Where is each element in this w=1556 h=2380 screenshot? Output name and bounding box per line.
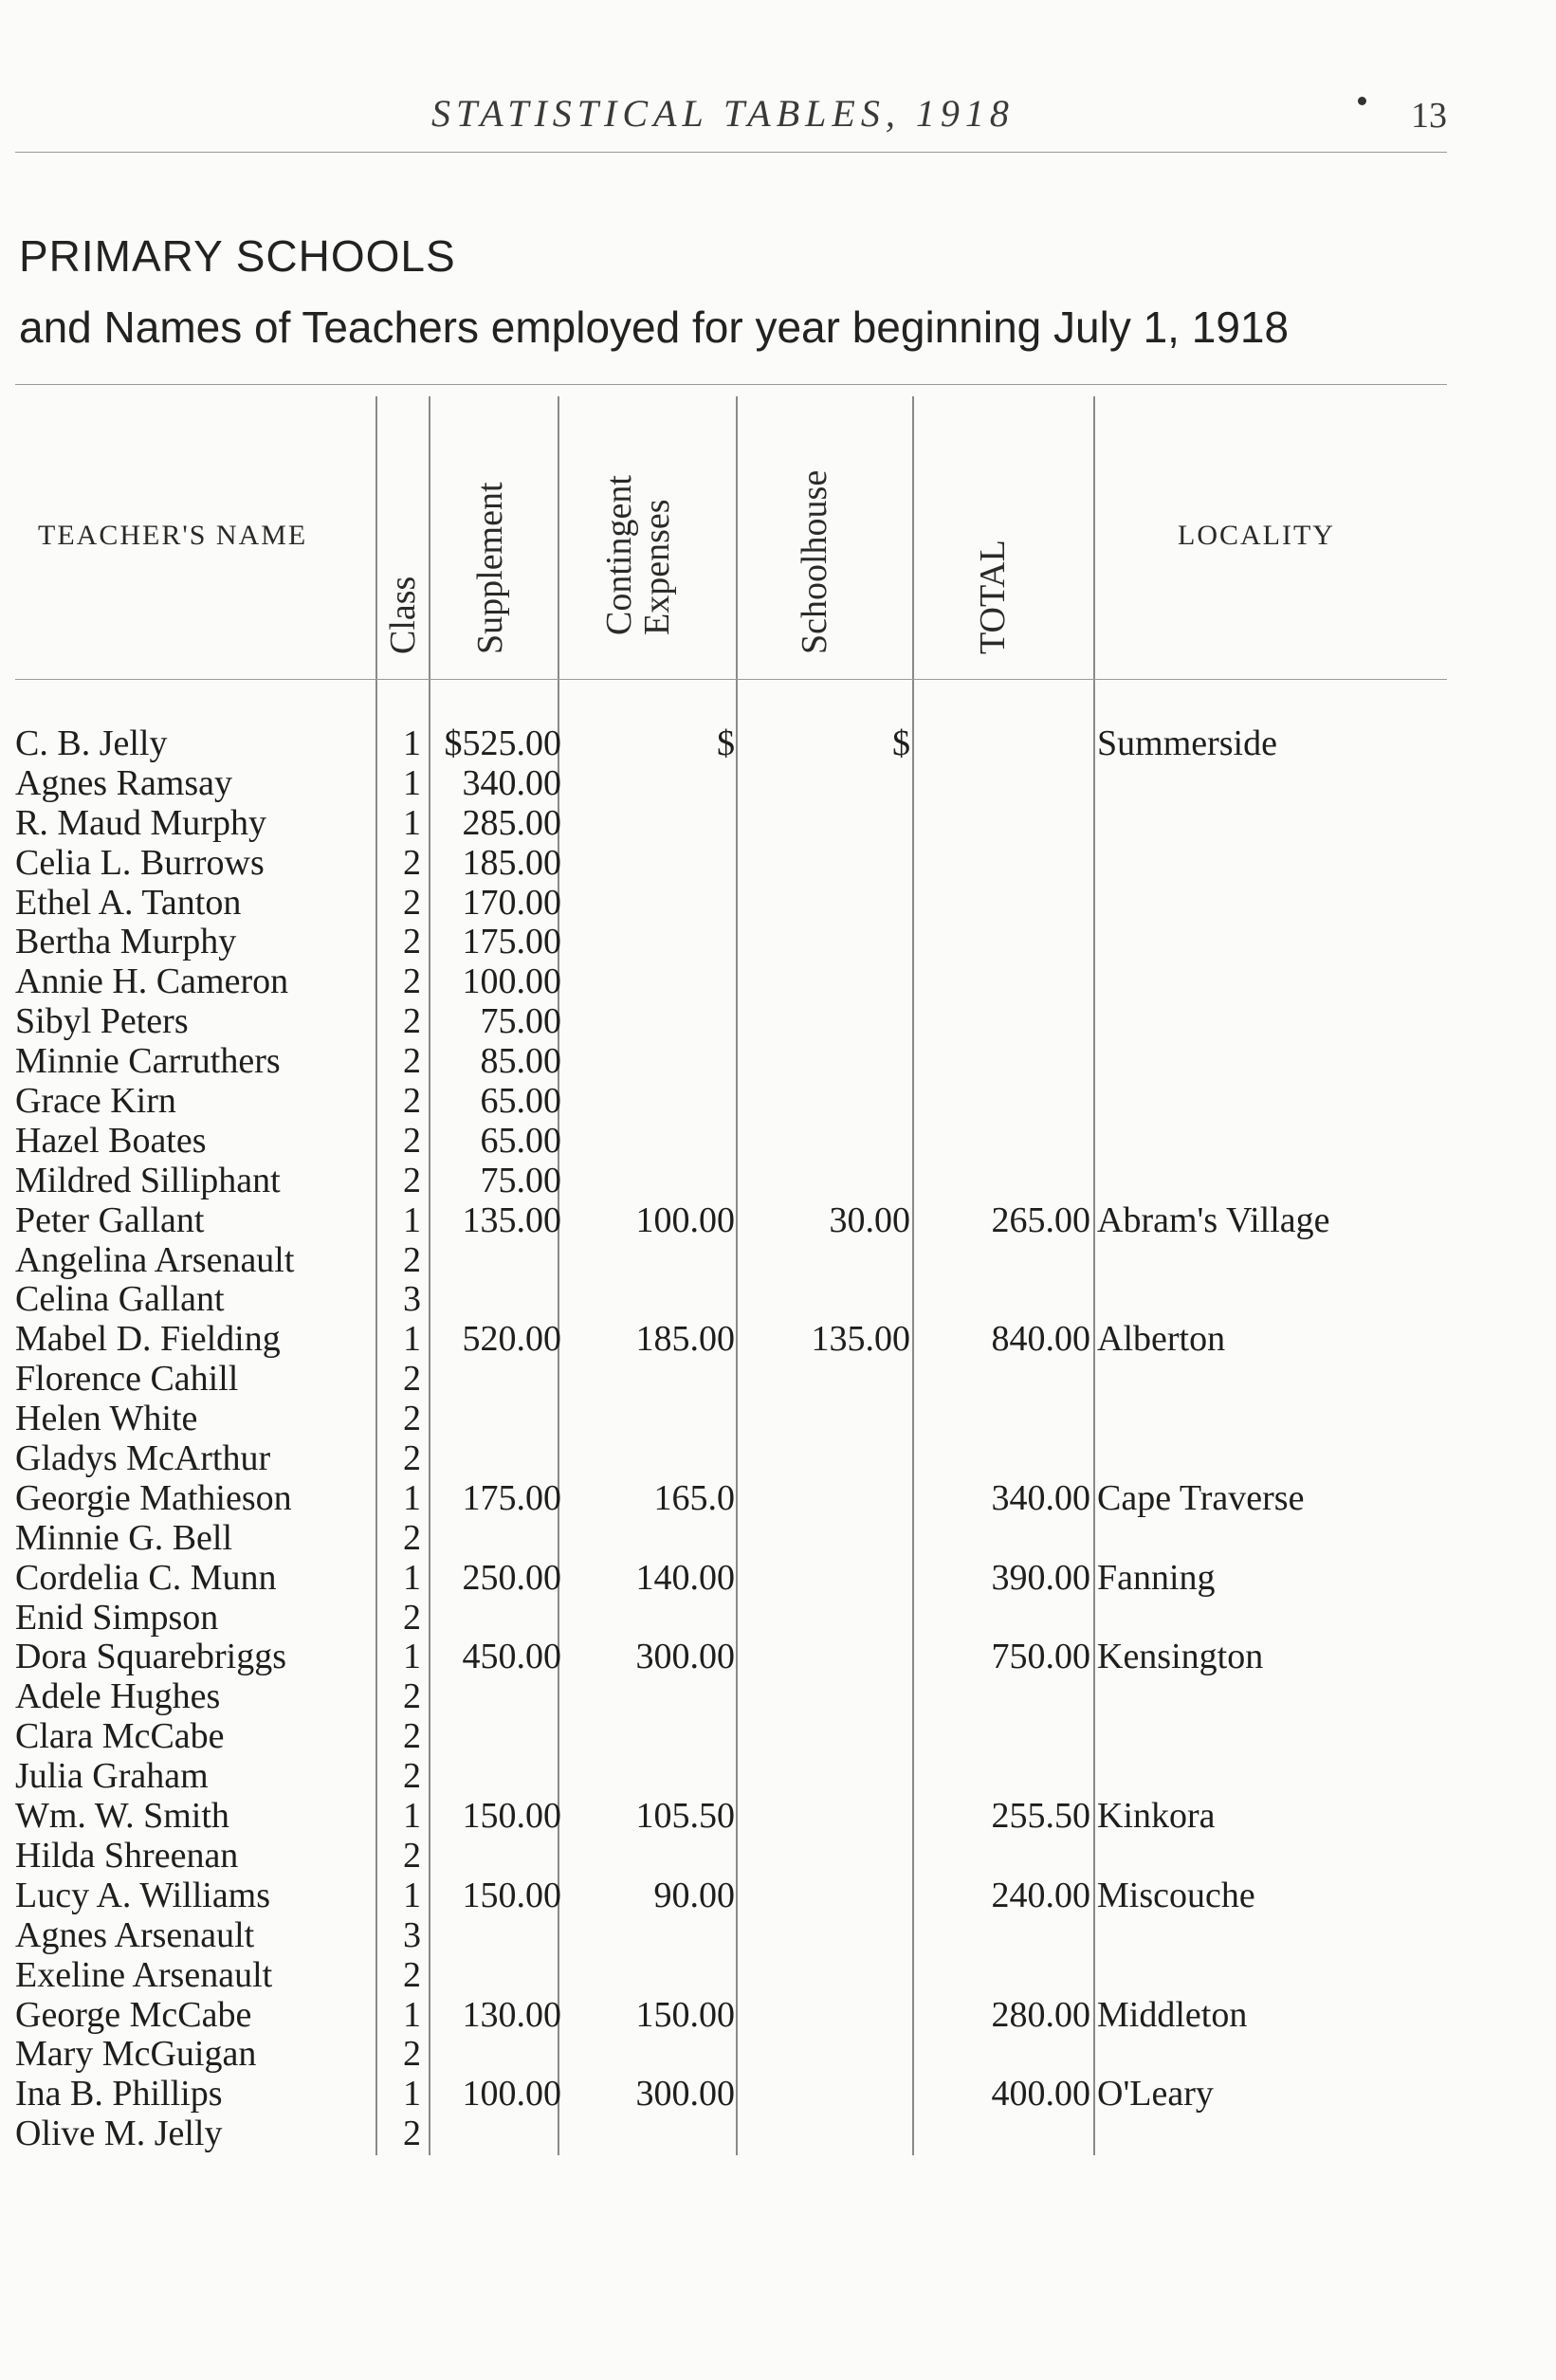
teacher-name: Agnes Ramsay bbox=[15, 762, 233, 803]
table-row bbox=[0, 1437, 1556, 1477]
locality-value: Abram's Village bbox=[1097, 1199, 1330, 1240]
total-value: 840.00 bbox=[991, 1319, 1090, 1360]
teacher-name: Mary McGuigan bbox=[15, 2034, 257, 2075]
class-value: 2 bbox=[403, 842, 421, 883]
contingent-expenses-value: 300.00 bbox=[635, 1637, 735, 1677]
teacher-name: Helen White bbox=[15, 1399, 198, 1439]
total-value: 265.00 bbox=[991, 1199, 1090, 1240]
table-row bbox=[0, 882, 1556, 922]
schoolhouse-value: $ bbox=[892, 723, 910, 763]
col-header-class: Class bbox=[383, 576, 423, 654]
supplement-value: 85.00 bbox=[480, 1041, 561, 1082]
table-row bbox=[0, 1278, 1556, 1318]
class-value: 2 bbox=[403, 1081, 421, 1122]
table-row bbox=[0, 762, 1556, 802]
supplement-value: 250.00 bbox=[462, 1557, 561, 1598]
locality-value: Middleton bbox=[1097, 1994, 1248, 2035]
class-value: 2 bbox=[403, 1676, 421, 1717]
class-value: 1 bbox=[403, 1875, 421, 1915]
table-row bbox=[0, 1636, 1556, 1675]
teacher-name: Clara McCabe bbox=[15, 1716, 225, 1757]
teacher-name: Cordelia C. Munn bbox=[15, 1557, 277, 1598]
teacher-name: Mabel D. Fielding bbox=[15, 1319, 281, 1360]
teacher-name: Georgie Mathieson bbox=[15, 1477, 292, 1518]
teacher-name: Sibyl Peters bbox=[15, 1001, 189, 1042]
class-value: 2 bbox=[403, 1954, 421, 1995]
class-value: 2 bbox=[403, 1120, 421, 1161]
col-header-supplement: Supplement bbox=[470, 482, 510, 654]
teacher-name: Hilda Shreenan bbox=[15, 1835, 239, 1876]
contingent-expenses-value: 150.00 bbox=[635, 1994, 735, 2035]
locality-value: Fanning bbox=[1097, 1557, 1216, 1598]
supplement-value: 185.00 bbox=[462, 842, 561, 883]
class-value: 1 bbox=[403, 1557, 421, 1598]
schoolhouse-value: 30.00 bbox=[829, 1199, 910, 1240]
total-value: 240.00 bbox=[991, 1875, 1090, 1915]
supplement-value: 130.00 bbox=[462, 1994, 561, 2035]
class-value: 2 bbox=[403, 961, 421, 1002]
class-value: 1 bbox=[403, 1477, 421, 1518]
class-value: 1 bbox=[403, 1994, 421, 2035]
contingent-expenses-value: 90.00 bbox=[653, 1875, 735, 1915]
total-value: 340.00 bbox=[991, 1477, 1090, 1518]
teacher-name: Gladys McArthur bbox=[15, 1438, 271, 1479]
class-value: 2 bbox=[403, 1399, 421, 1439]
class-value: 2 bbox=[403, 1001, 421, 1042]
table-row bbox=[0, 1517, 1556, 1557]
table-row bbox=[0, 1477, 1556, 1517]
teacher-name: Exeline Arsenault bbox=[15, 1954, 273, 1995]
teacher-name: Enid Simpson bbox=[15, 1597, 219, 1638]
class-value: 2 bbox=[403, 1438, 421, 1479]
teacher-name: Agnes Arsenault bbox=[15, 1914, 255, 1955]
total-value: 390.00 bbox=[991, 1557, 1090, 1598]
ink-dot bbox=[1358, 97, 1366, 105]
locality-value: O'Leary bbox=[1097, 2074, 1214, 2115]
table-row bbox=[0, 1398, 1556, 1437]
locality-value: Kinkora bbox=[1097, 1796, 1216, 1837]
contingent-expenses-value: 165.0 bbox=[653, 1477, 735, 1518]
teacher-name: Mildred Silliphant bbox=[15, 1160, 281, 1200]
class-value: 1 bbox=[403, 802, 421, 843]
col-header-teachers-name: TEACHER'S NAME bbox=[38, 520, 308, 551]
supplement-value: 135.00 bbox=[462, 1199, 561, 1240]
table-row bbox=[0, 2033, 1556, 2073]
supplement-value: 450.00 bbox=[462, 1637, 561, 1677]
table-row bbox=[0, 1675, 1556, 1715]
col-header-locality: LOCALITY bbox=[1178, 520, 1335, 551]
class-value: 1 bbox=[403, 1637, 421, 1677]
table-row bbox=[0, 1000, 1556, 1040]
teacher-name: Angelina Arsenault bbox=[15, 1239, 295, 1280]
running-head bbox=[0, 91, 1556, 148]
teacher-name: Celia L. Burrows bbox=[15, 842, 265, 883]
teacher-name: R. Maud Murphy bbox=[15, 802, 266, 843]
supplement-value: $525.00 bbox=[444, 723, 561, 763]
supplement-value: 75.00 bbox=[480, 1001, 561, 1042]
table-row bbox=[0, 842, 1556, 882]
table-row bbox=[0, 961, 1556, 1000]
total-value: 750.00 bbox=[991, 1637, 1090, 1677]
teacher-name: Celina Gallant bbox=[15, 1279, 225, 1320]
teacher-name: Minnie Carruthers bbox=[15, 1041, 281, 1082]
table-row bbox=[0, 1239, 1556, 1279]
page-subheading: and Names of Teachers employed for year beginning July 1, 1918 bbox=[19, 302, 1290, 352]
table-row bbox=[0, 1755, 1556, 1795]
table-row bbox=[0, 1954, 1556, 1994]
table-row bbox=[0, 1994, 1556, 2034]
table-row bbox=[0, 1040, 1556, 1080]
col-header-contingent: Contingent bbox=[599, 475, 639, 635]
class-value: 2 bbox=[403, 1359, 421, 1400]
class-value: 1 bbox=[403, 1319, 421, 1360]
teacher-name: Lucy A. Williams bbox=[15, 1875, 271, 1915]
teacher-name: Ina B. Phillips bbox=[15, 2074, 223, 2115]
header-bottom-rule bbox=[15, 679, 1447, 680]
class-value: 1 bbox=[403, 1199, 421, 1240]
col-header-schoolhouse: Schoolhouse bbox=[795, 469, 834, 654]
col-header-expenses: Expenses bbox=[637, 499, 677, 635]
locality-value: Cape Traverse bbox=[1097, 1477, 1305, 1518]
running-head-rule bbox=[15, 152, 1447, 153]
table-row bbox=[0, 1795, 1556, 1835]
teacher-name: Annie H. Cameron bbox=[15, 961, 289, 1002]
teacher-name: Ethel A. Tanton bbox=[15, 882, 242, 923]
class-value: 2 bbox=[403, 1835, 421, 1876]
class-value: 3 bbox=[403, 1914, 421, 1955]
table-row bbox=[0, 2073, 1556, 2113]
supplement-value: 65.00 bbox=[480, 1081, 561, 1122]
table-row bbox=[0, 921, 1556, 961]
class-value: 1 bbox=[403, 723, 421, 763]
table-row bbox=[0, 1914, 1556, 1954]
class-value: 3 bbox=[403, 1279, 421, 1320]
teacher-name: Hazel Boates bbox=[15, 1120, 207, 1161]
supplement-value: 170.00 bbox=[462, 882, 561, 923]
class-value: 2 bbox=[403, 882, 421, 923]
teacher-name: Wm. W. Smith bbox=[15, 1796, 229, 1837]
teacher-name: Peter Gallant bbox=[15, 1199, 205, 1240]
table-row bbox=[0, 1160, 1556, 1199]
table-row bbox=[0, 1597, 1556, 1637]
locality-value: Miscouche bbox=[1097, 1875, 1255, 1915]
class-value: 1 bbox=[403, 1796, 421, 1837]
contingent-expenses-value: 140.00 bbox=[635, 1557, 735, 1598]
teacher-name: Olive M. Jelly bbox=[15, 2114, 223, 2154]
class-value: 2 bbox=[403, 1517, 421, 1558]
supplement-value: 520.00 bbox=[462, 1319, 561, 1360]
table-row bbox=[0, 1120, 1556, 1160]
total-value: 255.50 bbox=[991, 1796, 1090, 1837]
table-row bbox=[0, 802, 1556, 842]
col-header-total: TOTAL bbox=[973, 540, 1013, 654]
class-value: 2 bbox=[403, 1756, 421, 1797]
class-value: 2 bbox=[403, 1716, 421, 1757]
total-value: 400.00 bbox=[991, 2074, 1090, 2115]
supplement-value: 175.00 bbox=[462, 922, 561, 962]
table-row bbox=[0, 1557, 1556, 1597]
schoolhouse-value: 135.00 bbox=[811, 1319, 910, 1360]
class-value: 2 bbox=[403, 2034, 421, 2075]
supplement-value: 175.00 bbox=[462, 1477, 561, 1518]
contingent-expenses-value: 105.50 bbox=[635, 1796, 735, 1837]
class-value: 2 bbox=[403, 1160, 421, 1200]
running-head-title: STATISTICAL TABLES, 1918 bbox=[431, 92, 1015, 135]
table-row bbox=[0, 1835, 1556, 1875]
locality-value: Alberton bbox=[1097, 1319, 1226, 1360]
page-number: 13 bbox=[1411, 96, 1447, 136]
teacher-table-body bbox=[0, 723, 1556, 2152]
teacher-name: Florence Cahill bbox=[15, 1359, 239, 1400]
supplement-value: 285.00 bbox=[462, 802, 561, 843]
teacher-name: Adele Hughes bbox=[15, 1676, 221, 1717]
contingent-expenses-value: 100.00 bbox=[635, 1199, 735, 1240]
table-row bbox=[0, 723, 1556, 762]
table-row bbox=[0, 1715, 1556, 1755]
class-value: 2 bbox=[403, 2114, 421, 2154]
supplement-value: 75.00 bbox=[480, 1160, 561, 1200]
class-value: 1 bbox=[403, 2074, 421, 2115]
teacher-name: Bertha Murphy bbox=[15, 922, 237, 962]
supplement-value: 100.00 bbox=[462, 961, 561, 1002]
table-top-rule bbox=[15, 384, 1447, 385]
supplement-value: 150.00 bbox=[462, 1796, 561, 1837]
supplement-value: 150.00 bbox=[462, 1875, 561, 1915]
class-value: 2 bbox=[403, 1239, 421, 1280]
teacher-name: George McCabe bbox=[15, 1994, 252, 2035]
teacher-name: C. B. Jelly bbox=[15, 723, 168, 763]
supplement-value: 340.00 bbox=[462, 762, 561, 803]
teacher-name: Julia Graham bbox=[15, 1756, 209, 1797]
table-row bbox=[0, 1080, 1556, 1120]
contingent-expenses-value: 300.00 bbox=[635, 2074, 735, 2115]
class-value: 1 bbox=[403, 762, 421, 803]
contingent-expenses-value: $ bbox=[717, 723, 735, 763]
table-row bbox=[0, 1318, 1556, 1358]
table-row bbox=[0, 2113, 1556, 2152]
class-value: 2 bbox=[403, 1597, 421, 1638]
supplement-value: 100.00 bbox=[462, 2074, 561, 2115]
teacher-name: Dora Squarebriggs bbox=[15, 1637, 286, 1677]
locality-value: Summerside bbox=[1097, 723, 1277, 763]
table-row bbox=[0, 1358, 1556, 1398]
teacher-name: Minnie G. Bell bbox=[15, 1517, 233, 1558]
class-value: 2 bbox=[403, 922, 421, 962]
class-value: 2 bbox=[403, 1041, 421, 1082]
page-heading: PRIMARY SCHOOLS bbox=[19, 231, 456, 281]
total-value: 280.00 bbox=[991, 1994, 1090, 2035]
contingent-expenses-value: 185.00 bbox=[635, 1319, 735, 1360]
table-row bbox=[0, 1875, 1556, 1914]
table-row bbox=[0, 1199, 1556, 1239]
locality-value: Kensington bbox=[1097, 1637, 1264, 1677]
supplement-value: 65.00 bbox=[480, 1120, 561, 1161]
teacher-name: Grace Kirn bbox=[15, 1081, 176, 1122]
